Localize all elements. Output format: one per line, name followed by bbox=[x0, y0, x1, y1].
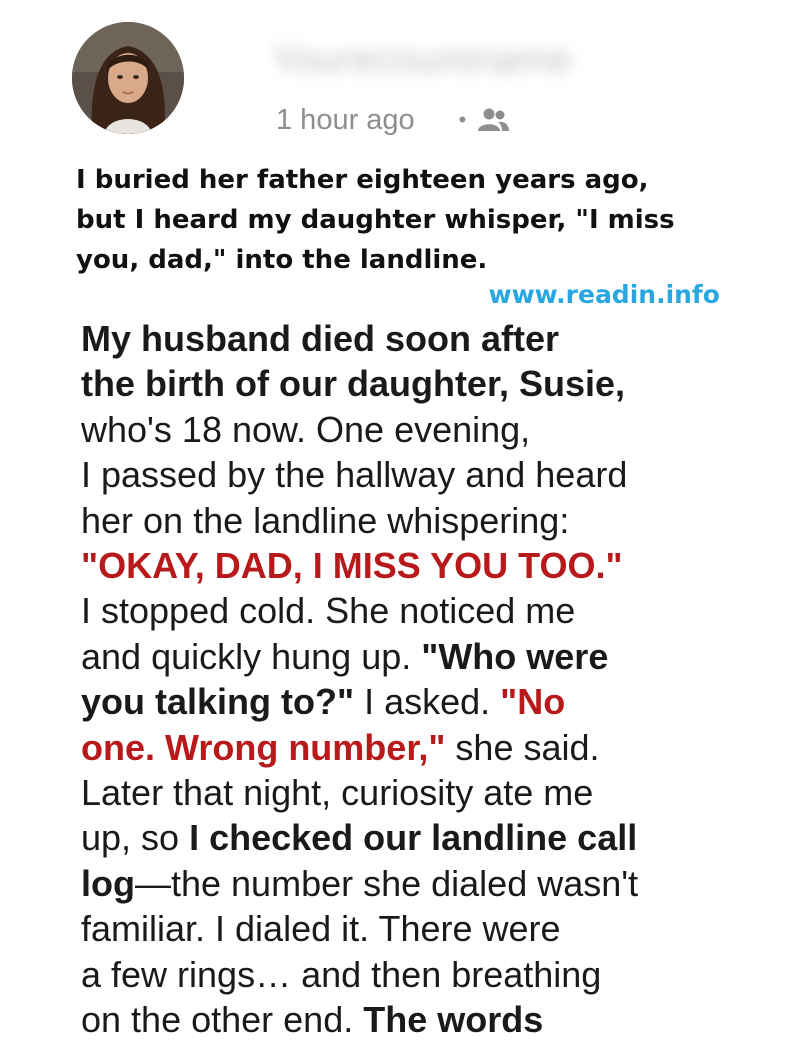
watermark: www.readin.info bbox=[488, 280, 720, 309]
story-text: on the other end. bbox=[81, 999, 364, 1041]
headline-line: you, dad," into the landline. bbox=[76, 245, 488, 275]
story-line bbox=[81, 906, 741, 951]
story-emphasis: "Who were bbox=[421, 635, 609, 677]
story-line bbox=[81, 498, 741, 543]
story-line bbox=[81, 679, 741, 724]
story-text: and quickly hung up. bbox=[81, 635, 422, 677]
story-line bbox=[81, 815, 741, 860]
story-text: I asked. bbox=[354, 681, 501, 723]
story-line bbox=[81, 316, 741, 361]
story-line bbox=[81, 361, 741, 406]
story-text: up, so bbox=[81, 817, 190, 859]
story-line bbox=[81, 770, 741, 815]
post-headline bbox=[76, 160, 720, 280]
story-line bbox=[81, 725, 741, 770]
story-line bbox=[81, 997, 741, 1042]
story-text: her on the landline whispering: bbox=[81, 499, 570, 541]
story-text: I passed by the hallway and heard bbox=[81, 454, 628, 496]
story-line bbox=[81, 634, 741, 679]
story-text: she said. bbox=[445, 726, 600, 768]
story-line bbox=[81, 452, 741, 497]
headline-line: but I heard my daughter whisper, "I miss bbox=[76, 205, 675, 235]
story-text: I stopped cold. She noticed me bbox=[81, 590, 576, 632]
avatar[interactable] bbox=[72, 22, 184, 134]
story-line bbox=[81, 861, 741, 906]
story-emphasis: you talking to?" bbox=[81, 681, 355, 723]
post-meta bbox=[276, 100, 510, 140]
avatar-image bbox=[72, 22, 184, 134]
story-line bbox=[81, 407, 741, 452]
post-time[interactable]: 1 hour ago bbox=[276, 103, 415, 136]
story-quote: one. Wrong number," bbox=[81, 726, 446, 768]
story-text: a few rings… and then breathing bbox=[81, 953, 602, 995]
meta-separator: • bbox=[458, 107, 467, 132]
friends-icon[interactable] bbox=[476, 106, 510, 134]
headline-line: I buried her father eighteen years ago, bbox=[76, 165, 649, 195]
story-line bbox=[81, 543, 741, 588]
story-emphasis: log bbox=[81, 862, 135, 904]
story-emphasis: I checked our landline call bbox=[189, 817, 638, 859]
story-text: —the number she dialed wasn't bbox=[134, 862, 639, 904]
story-quote: "OKAY, DAD, I MISS YOU TOO." bbox=[81, 545, 623, 587]
story-text: Later that night, curiosity ate me bbox=[81, 772, 594, 814]
story-emphasis: My husband died soon after bbox=[81, 318, 560, 359]
story-body bbox=[81, 316, 741, 1043]
story-emphasis: the birth of our daughter, Susie, bbox=[81, 363, 626, 405]
story-line bbox=[81, 952, 741, 997]
story-quote: "No bbox=[500, 681, 566, 723]
story-text: familiar. I dialed it. There were bbox=[81, 908, 561, 950]
story-text: who's 18 now. One evening, bbox=[81, 408, 531, 450]
story-line bbox=[81, 588, 741, 633]
story-emphasis: The words bbox=[363, 999, 544, 1041]
account-name[interactable]: Yourecountname bbox=[272, 39, 572, 81]
